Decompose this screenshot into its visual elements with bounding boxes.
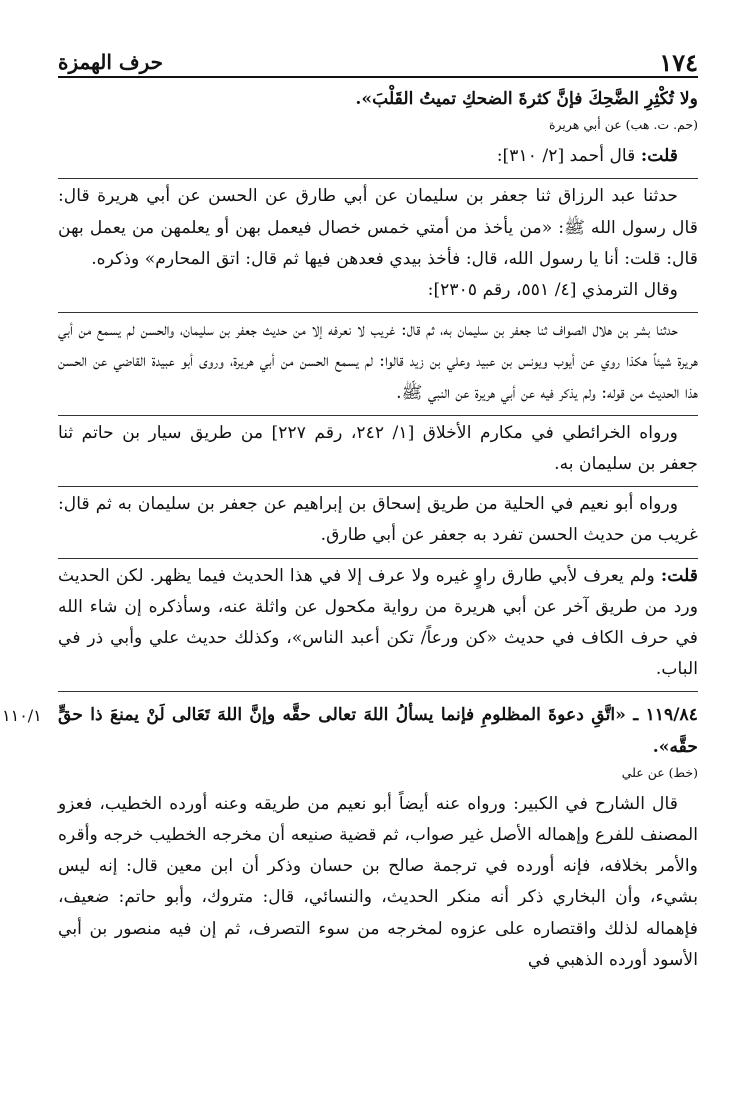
commentary-paragraph: حدثنا عبد الرزاق ثنا جعفر بن سليمان عن أبي طارق عن الحسن عن أبي هريرة قال: قال رسول الله ﷺ: «من يأخذ من أمتي خمس خصال فيعمل بهن أو يعلمهن من يعمل بهن قال: قلت: أنا يا رسول الله، قال: فأخذ بيدي فعدهن فيها ثم قال: اتق المحارم» وذكره. bbox=[58, 186, 698, 269]
commentary-paragraph bbox=[58, 141, 698, 172]
commentary-paragraph: حدثنا بشر بن هلال الصواف ثنا جعفر بن سليمان به، ثم قال: غريب لا نعرفه إلا من حديث جعفر بن سليمان، والحسن لم يسمع من أبي هريرة شيئاً هكذا روي عن أيوب ويونس بن عبيد وعلي بن زيد قالوا: لم يسمع الحسن من أبي هريرة، وروى أبو عبيدة القاضي عن الحسن هذا الحديث من قوله: ولم يذكر فيه عن أبي هريرة عن النبي ﷺ. bbox=[58, 320, 698, 403]
commentary-paragraph: ورواه أبو نعيم في الحلية من طريق إسحاق بن إبراهيم عن جعفر بن سليمان به ثم قال: غريب من حديث الحسن تفرد به جعفر عن أبي طارق. bbox=[58, 494, 698, 546]
commentary-paragraph: وقال الترمذي [٤/ ٥٥١، رقم ٢٣٠٥]: bbox=[427, 280, 678, 301]
divider bbox=[58, 178, 698, 179]
paragraph-text: ولم يعرف لأبي طارق راوٍ غيره ولا عرف إلا في هذا الحديث فيما يظهر. لكن الحديث ورد من طريق آخر عن أبي هريرة من رواية مكحول عن واثلة عنه، وسأذكره إن شاء الله في حرف الكاف في حديث «كن ورعاً/ تكن أعبد الناس»، وكذلك حديث علي وأبي ذر في الباب. bbox=[58, 565, 698, 680]
divider bbox=[58, 558, 698, 559]
margin-reference-number: ١١٠/١ bbox=[2, 706, 42, 725]
hadith-text-end: ولا تُكْثِرِ الضَّحِكَ فإنَّ كثرةَ الضحكِ تميتُ القَلْبَ». bbox=[355, 89, 698, 109]
divider bbox=[58, 691, 698, 692]
commentary-paragraph bbox=[58, 561, 698, 686]
page-header bbox=[58, 42, 698, 78]
qult-label: قلت: bbox=[660, 565, 698, 586]
divider bbox=[58, 415, 698, 416]
paragraph-text: قال أحمد [٢/ ٣١٠]: bbox=[496, 146, 636, 167]
hadith-entry: ١١٩/٨٤ ـ «اتَّقِ دعوةَ المظلومِ فإنما يسألُ اللهَ تعالى حقَّه وإنَّ اللهَ تَعَالى لَنْ يمنعَ ذا حقٍّ حقَّه». bbox=[58, 705, 698, 757]
page-number: ١٧٤ bbox=[659, 48, 698, 77]
divider bbox=[58, 486, 698, 487]
chapter-title: حرف الهمزة bbox=[58, 50, 164, 74]
book-page bbox=[58, 42, 698, 1092]
source-reference: (خط) عن علي bbox=[621, 764, 698, 780]
divider bbox=[58, 312, 698, 313]
source-reference: (حم. ت. هب) عن أبي هريرة bbox=[548, 117, 698, 133]
commentary-paragraph: قال الشارح في الكبير: ورواه عنه أيضاً أبو نعيم من طريقه وعنه أورده الخطيب، فعزو المصنف للفرع وإهماله الأصل غير صواب، ثم قضية صنيعه أن مخرجه الخطيب خرجه وأقره والأمر بخلافه، فإنه أورده في ترجمة صالح بن حسان وذكر أن ابن معين قال: إنه ليس بشيء، وأن البخاري ذكر أنه منكر الحديث، والنسائي، قال: متروك، وأبو حاتم: ضعيف، فإهماله لذلك واقتصاره على عزوه لمخرجه من سوء التصرف، ثم إن فيه منصور بن أبي الأسود أورده الذهبي في bbox=[58, 793, 698, 970]
qult-label: قلت: bbox=[640, 146, 678, 167]
commentary-paragraph: ورواه الخرائطي في مكارم الأخلاق [١/ ٢٤٢، رقم ٢٢٧] من طريق سيار بن حاتم ثنا جعفر بن سليمان به. bbox=[58, 422, 698, 475]
